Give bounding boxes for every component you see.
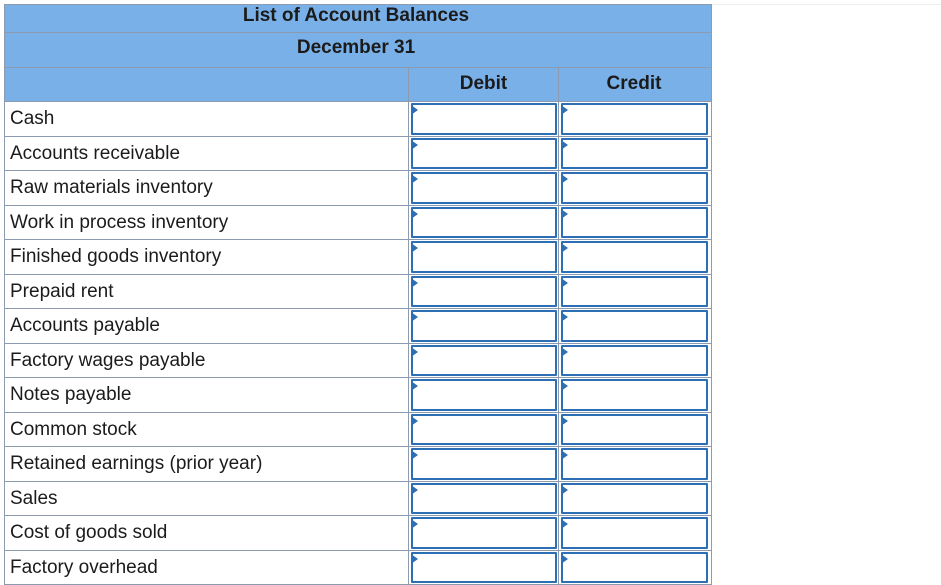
debit-cell [409,171,559,205]
credit-cell [559,102,709,136]
table-row [5,240,711,275]
credit-input[interactable] [561,517,708,549]
credit-cell [559,378,709,412]
top-edge-line [711,4,941,5]
table-row [5,413,711,448]
table-row [5,102,711,137]
credit-cell [559,206,709,240]
credit-input[interactable] [561,241,708,273]
table-row [5,137,711,172]
table-row [5,482,711,517]
credit-cell [559,137,709,171]
account-column-header [5,68,409,101]
debit-cell [409,551,559,585]
credit-cell [559,482,709,516]
credit-input[interactable] [561,552,708,584]
credit-input[interactable] [561,345,708,377]
credit-input[interactable] [561,138,708,170]
credit-column-header: Credit [559,68,709,101]
debit-cell [409,309,559,343]
credit-cell [559,551,709,585]
credit-input[interactable] [561,483,708,515]
credit-input[interactable] [561,103,708,135]
account-name: Prepaid rent [5,275,409,309]
credit-input[interactable] [561,207,708,239]
credit-cell [559,413,709,447]
credit-input[interactable] [561,310,708,342]
table-row [5,447,711,482]
credit-input[interactable] [561,414,708,446]
debit-input[interactable] [411,517,557,549]
debit-input[interactable] [411,241,557,273]
debit-cell [409,137,559,171]
debit-input[interactable] [411,103,557,135]
table-row [5,309,711,344]
debit-input[interactable] [411,207,557,239]
debit-input[interactable] [411,138,557,170]
debit-cell [409,344,559,378]
table-title: List of Account Balances [5,5,711,33]
credit-input[interactable] [561,276,708,308]
debit-cell [409,516,559,550]
table-row [5,171,711,206]
debit-input[interactable] [411,483,557,515]
debit-cell [409,206,559,240]
table-row [5,275,711,310]
debit-cell [409,240,559,274]
debit-cell [409,378,559,412]
debit-input[interactable] [411,448,557,480]
debit-input[interactable] [411,552,557,584]
table-row [5,378,711,413]
debit-input[interactable] [411,276,557,308]
account-name: Sales [5,482,409,516]
credit-input[interactable] [561,172,708,204]
account-name: Accounts payable [5,309,409,343]
table-row [5,206,711,241]
table-date: December 31 [5,33,711,68]
credit-input[interactable] [561,448,708,480]
debit-input[interactable] [411,310,557,342]
debit-column-header: Debit [409,68,559,101]
credit-cell [559,447,709,481]
credit-input[interactable] [561,379,708,411]
column-header-row [5,68,711,102]
debit-input[interactable] [411,345,557,377]
credit-cell [559,240,709,274]
account-balances-table [4,4,712,585]
account-name: Cash [5,102,409,136]
table-row [5,551,711,585]
account-name: Notes payable [5,378,409,412]
credit-cell [559,516,709,550]
debit-input[interactable] [411,379,557,411]
account-name: Retained earnings (prior year) [5,447,409,481]
account-name: Accounts receivable [5,137,409,171]
account-name: Factory wages payable [5,344,409,378]
table-row [5,516,711,551]
account-name: Raw materials inventory [5,171,409,205]
debit-cell [409,413,559,447]
account-name: Factory overhead [5,551,409,585]
account-name: Common stock [5,413,409,447]
table-row [5,344,711,379]
credit-cell [559,309,709,343]
credit-cell [559,344,709,378]
account-name: Finished goods inventory [5,240,409,274]
credit-cell [559,171,709,205]
debit-cell [409,482,559,516]
account-name: Work in process inventory [5,206,409,240]
debit-cell [409,102,559,136]
credit-cell [559,275,709,309]
debit-input[interactable] [411,172,557,204]
account-name: Cost of goods sold [5,516,409,550]
debit-cell [409,447,559,481]
debit-cell [409,275,559,309]
debit-input[interactable] [411,414,557,446]
